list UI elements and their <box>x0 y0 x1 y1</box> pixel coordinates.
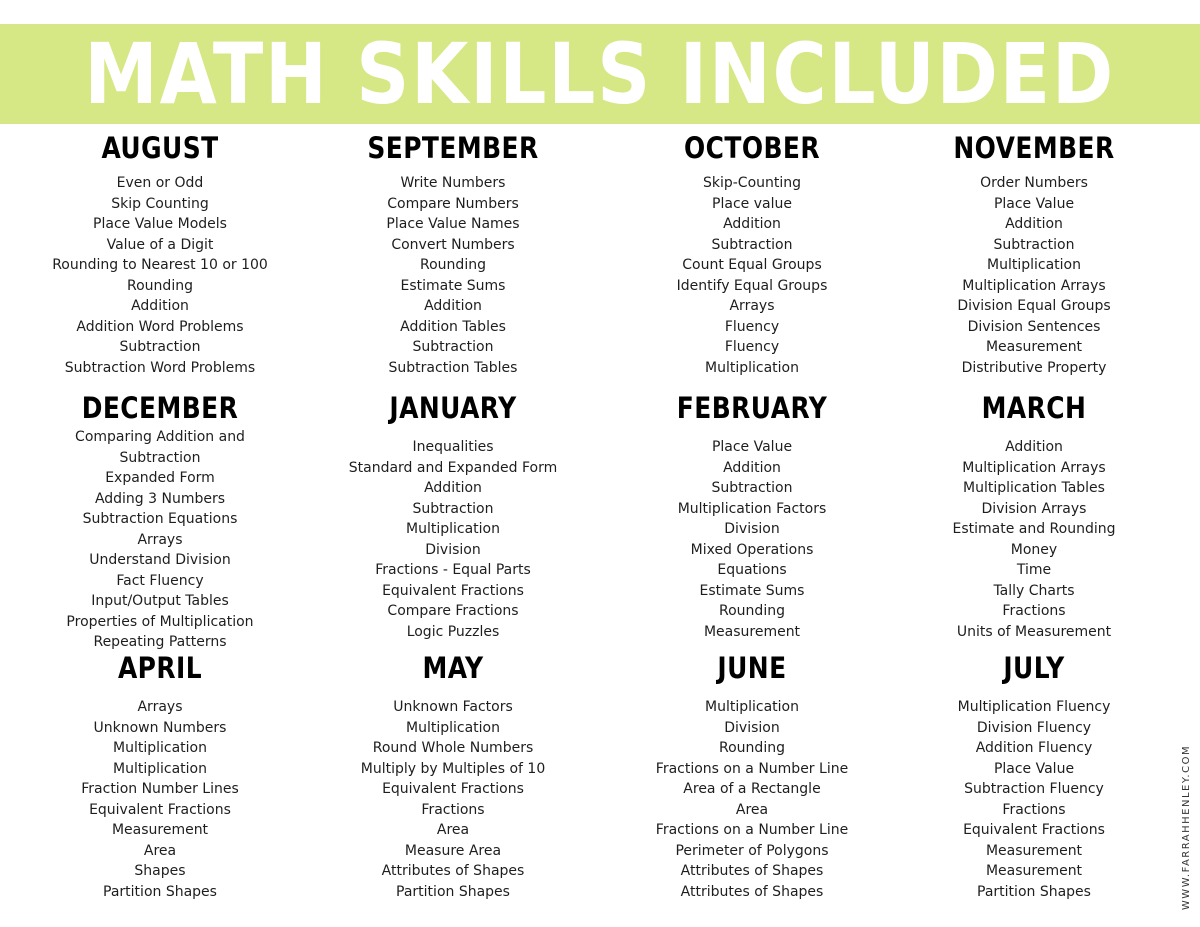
skill-item: Place Value <box>993 195 1075 212</box>
skill-item: Multiplication <box>705 699 799 715</box>
skill-item: Partition Shapes <box>977 883 1091 900</box>
title-banner <box>0 24 1200 124</box>
skill-item: Measurement <box>985 339 1083 355</box>
month-october <box>607 131 897 378</box>
month-heading: SEPTEMBER <box>367 131 539 165</box>
skill-item: Rounding <box>420 257 486 273</box>
skill-item: Division Equal Groups <box>957 298 1111 314</box>
skill-item: Fluency <box>724 339 780 355</box>
skill-item: Addition Fluency <box>975 740 1093 756</box>
skill-item: Multiply by Multiples of 10 <box>360 760 546 777</box>
skill-item: Addition <box>424 480 482 496</box>
skill-item: Area <box>735 801 769 818</box>
skill-item: Equivalent Fractions <box>382 582 524 599</box>
skill-item: Addition <box>1005 216 1063 232</box>
skill-item: Equivalent Fractions <box>382 781 524 797</box>
skill-item: Place Value <box>711 439 793 455</box>
skill-list <box>607 697 897 902</box>
month-heading: AUGUST <box>101 131 219 165</box>
skill-item: Shapes <box>134 863 186 879</box>
month-heading: JANUARY <box>389 391 517 425</box>
skill-item: Measurement <box>985 842 1083 859</box>
month-heading: NOVEMBER <box>953 131 1115 165</box>
skill-list <box>889 437 1179 642</box>
skill-item: Write Numbers <box>400 175 506 191</box>
skill-item: Fluency <box>724 318 780 335</box>
skill-item: Multiplication <box>705 359 799 376</box>
month-heading: APRIL <box>117 651 203 685</box>
skill-item: Even or Odd <box>116 175 204 191</box>
skill-item: Place Value Models <box>93 216 227 232</box>
skill-item: Compare Fractions <box>387 603 519 619</box>
skill-item: Subtraction <box>993 236 1075 253</box>
skill-item: Area <box>143 842 177 859</box>
skill-item: Units of Measurement <box>956 623 1112 640</box>
skill-item: Multiplication Arrays <box>962 277 1106 294</box>
skill-item: Estimate Sums <box>400 277 506 294</box>
skill-item: Convert Numbers <box>391 236 515 253</box>
skill-item: Division Arrays <box>981 500 1087 517</box>
skill-item: Fraction Number Lines <box>81 781 239 797</box>
month-heading: FEBRUARY <box>676 391 828 425</box>
skill-item: Addition <box>424 298 482 314</box>
skill-item: Place Value Names <box>386 216 520 232</box>
skill-item: Understand Division <box>89 552 231 568</box>
skill-item: Fractions - Equal Parts <box>375 562 531 578</box>
skill-item: Estimate and Rounding <box>952 521 1116 537</box>
skill-list <box>607 173 897 378</box>
skill-item: Fractions <box>421 801 485 818</box>
month-april <box>15 651 305 902</box>
month-february <box>607 391 897 642</box>
month-heading: OCTOBER <box>684 131 820 165</box>
skill-item: Addition <box>1005 439 1063 455</box>
skill-item: Equations <box>717 562 787 578</box>
month-may <box>308 651 598 902</box>
skill-item: Money <box>1010 541 1058 558</box>
skill-item: Multiplication <box>113 740 207 756</box>
skill-list <box>607 437 897 642</box>
month-march <box>889 391 1179 642</box>
skill-item: Addition <box>723 459 781 476</box>
skill-list <box>308 173 598 378</box>
skill-item: Order Numbers <box>980 175 1088 191</box>
skill-item: Subtraction <box>711 236 793 253</box>
skill-item: Subtraction <box>412 500 494 517</box>
skill-item: Division <box>724 719 780 736</box>
skill-item: Fractions <box>1002 801 1066 818</box>
month-june <box>607 651 897 902</box>
month-january <box>308 391 598 642</box>
skill-item: Subtraction Word Problems <box>64 359 256 376</box>
skill-item: Identify Equal Groups <box>676 277 828 294</box>
skill-item: Fractions on a Number Line <box>655 822 849 838</box>
skill-item: Multiplication Factors <box>677 500 827 517</box>
skill-item: Arrays <box>137 531 183 548</box>
month-heading: MARCH <box>981 391 1087 425</box>
skill-list <box>15 697 305 902</box>
skill-list <box>308 437 598 642</box>
skill-item: Inequalities <box>412 439 494 455</box>
skill-item: Value of a Digit <box>106 236 214 253</box>
month-heading: JUNE <box>717 651 787 685</box>
skill-item: Multiplication <box>406 719 500 736</box>
skill-item: Multiplication <box>987 257 1081 273</box>
month-heading: DECEMBER <box>81 391 239 425</box>
skill-item: Expanded Form <box>105 470 215 486</box>
month-heading: JULY <box>1003 651 1065 685</box>
skill-item: Arrays <box>729 298 775 314</box>
skill-item: Measurement <box>111 822 209 838</box>
month-heading: MAY <box>422 651 484 685</box>
month-september <box>308 131 598 378</box>
skill-item: Division <box>425 541 481 558</box>
skill-item: Properties of Multiplication <box>66 613 254 630</box>
skill-item: Multiplication Fluency <box>957 699 1111 715</box>
skill-item: Compare Numbers <box>387 195 519 212</box>
skill-item: Division <box>724 521 780 537</box>
watermark-text: WWW.FARRAHHENLEY.COM <box>1181 744 1193 911</box>
skill-item: Skip Counting <box>111 195 209 212</box>
skill-item: Measurement <box>985 863 1083 879</box>
skill-item: Logic Puzzles <box>406 623 500 640</box>
skill-item: Attributes of Shapes <box>381 863 525 879</box>
skill-item: Partition Shapes <box>396 883 510 900</box>
skill-list <box>15 427 305 653</box>
skill-item: Rounding to Nearest 10 or 100 <box>52 257 268 273</box>
skill-item: Estimate Sums <box>699 582 805 599</box>
skill-item: Skip-Counting <box>702 175 802 191</box>
skill-item: Subtraction <box>711 480 793 496</box>
skill-item: Measurement <box>703 623 801 640</box>
skill-list <box>889 697 1179 902</box>
skill-item: Input/Output Tables <box>91 593 229 609</box>
skill-item: Distributive Property <box>961 359 1107 376</box>
skill-item: Fractions on a Number Line <box>655 760 849 777</box>
skill-item: Rounding <box>127 277 193 294</box>
skill-item: Multiplication Tables <box>963 480 1105 496</box>
skill-item: Subtraction Fluency <box>964 781 1104 797</box>
month-august <box>15 131 305 378</box>
skill-item: Adding 3 Numbers <box>94 490 226 507</box>
skill-item: Addition Word Problems <box>76 318 244 335</box>
skill-item: Subtraction <box>412 339 494 355</box>
skill-item: Tally Charts <box>993 582 1075 599</box>
skill-item: Attributes of Shapes <box>680 863 824 879</box>
skill-item: Rounding <box>719 603 785 619</box>
month-july <box>889 651 1179 902</box>
month-december <box>15 391 305 653</box>
skill-item: Subtraction <box>119 339 201 355</box>
skill-item: Multiplication <box>113 760 207 777</box>
page-title: MATH SKILLS INCLUDED <box>84 25 1116 123</box>
skill-item: Area <box>436 822 470 838</box>
skill-item: Unknown Numbers <box>93 719 227 736</box>
skill-item: Count Equal Groups <box>682 257 822 273</box>
skill-item: Attributes of Shapes <box>680 883 824 900</box>
skill-item: Fact Fluency <box>116 572 204 589</box>
skill-item: Place Value <box>993 760 1075 777</box>
skill-item: Mixed Operations <box>690 541 814 558</box>
skill-item: Addition <box>131 298 189 314</box>
skill-item: Time <box>1016 562 1052 578</box>
skill-item: Perimeter of Polygons <box>675 842 829 859</box>
skill-item: Rounding <box>719 740 785 756</box>
skill-item: Equivalent Fractions <box>963 822 1105 838</box>
skill-item: Equivalent Fractions <box>89 801 231 818</box>
skill-item: Comparing Addition and Subtraction <box>75 429 245 466</box>
skill-item: Multiplication Arrays <box>962 459 1106 476</box>
skill-list <box>889 173 1179 378</box>
skill-item: Standard and Expanded Form <box>348 459 558 476</box>
month-november <box>889 131 1179 378</box>
skill-item: Addition <box>723 216 781 232</box>
skill-item: Unknown Factors <box>393 699 513 715</box>
skill-item: Round Whole Numbers <box>372 740 534 756</box>
skill-item: Fractions <box>1002 603 1066 619</box>
skill-list <box>308 697 598 902</box>
skill-item: Area of a Rectangle <box>683 781 821 797</box>
skill-item: Partition Shapes <box>103 883 217 900</box>
skill-item: Addition Tables <box>400 318 506 335</box>
skill-list <box>15 173 305 378</box>
skill-item: Division Sentences <box>967 318 1101 335</box>
skill-item: Subtraction Equations <box>82 511 238 527</box>
skill-item: Division Fluency <box>976 719 1092 736</box>
skill-item: Measure Area <box>404 842 502 859</box>
skill-item: Multiplication <box>406 521 500 537</box>
skill-item: Repeating Patterns <box>93 634 227 650</box>
skill-item: Place value <box>712 195 792 212</box>
website-watermark <box>1177 744 1197 911</box>
skill-item: Subtraction Tables <box>388 359 518 376</box>
skill-item: Arrays <box>137 699 183 715</box>
